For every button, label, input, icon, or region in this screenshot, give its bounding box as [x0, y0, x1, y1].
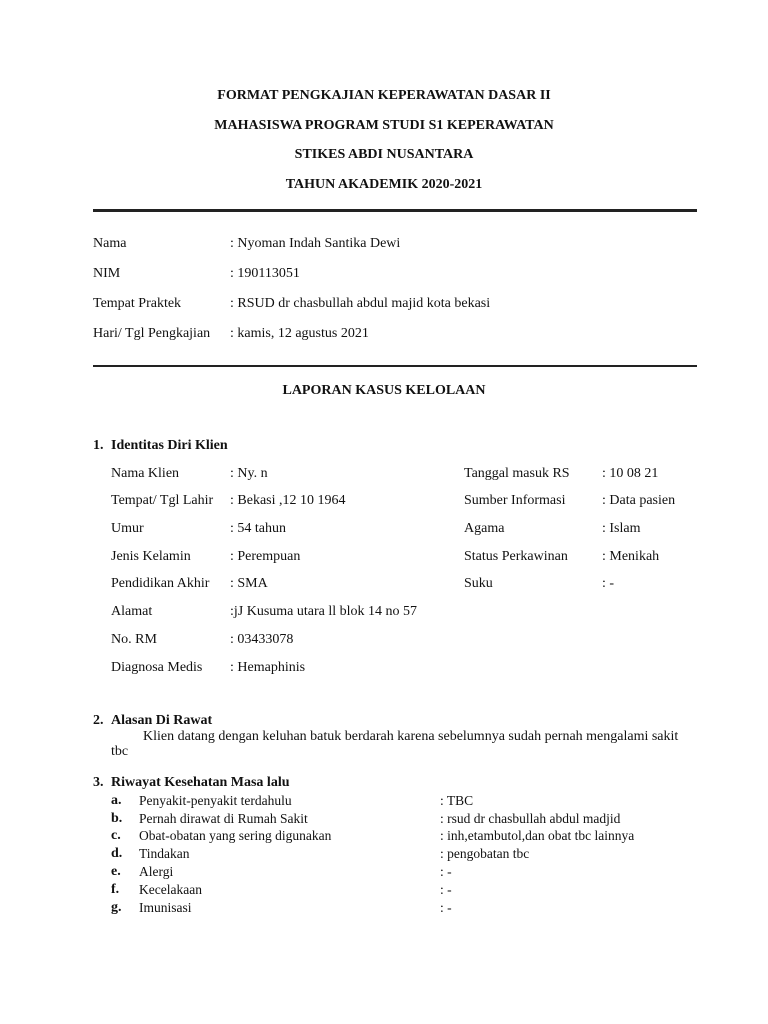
history-label-c: Obat-obatan yang sering digunakan	[139, 828, 332, 843]
history-letter-b: b.	[111, 811, 123, 826]
history-label-f: Kecelakaan	[139, 882, 202, 897]
history-value-f: : -	[440, 882, 452, 897]
history-value-c: : inh,etambutol,dan obat tbc lainnya	[440, 828, 635, 843]
section-2-number: 2.	[93, 713, 104, 728]
education-value: : SMA	[230, 576, 268, 591]
admission-date-value: : 10 08 21	[602, 466, 659, 481]
history-value-b: : rsud dr chasbullah abdul madjid	[440, 811, 621, 826]
info-source-value: : Data pasien	[602, 493, 676, 508]
section-3-number: 3.	[93, 775, 104, 790]
marital-status-value: : Menikah	[602, 549, 660, 564]
report-title: LAPORAN KASUS KELOLAAN	[282, 383, 486, 398]
practice-place-label: Tempat Praktek	[93, 296, 182, 311]
header-divider	[93, 209, 697, 212]
practice-place-value: : RSUD dr chasbullah abdul majid kota bekasi	[230, 296, 491, 311]
ethnicity-value: : -	[602, 576, 615, 591]
history-letter-g: g.	[111, 900, 122, 915]
gender-value: : Perempuan	[230, 549, 301, 564]
info-divider	[93, 365, 697, 367]
client-name-value: : Ny. n	[230, 466, 268, 481]
header-line-4: TAHUN AKADEMIK 2020-2021	[285, 177, 483, 192]
section-3-title: Riwayat Kesehatan Masa lalu	[111, 775, 290, 790]
age-label: Umur	[111, 521, 144, 536]
history-letter-e: e.	[111, 864, 121, 879]
history-value-a: : TBC	[440, 793, 474, 808]
diagnosis-label: Diagnosa Medis	[111, 660, 203, 675]
admission-date-label: Tanggal masuk RS	[464, 466, 570, 481]
header-line-2: MAHASISWA PROGRAM STUDI S1 KEPERAWATAN	[214, 118, 554, 133]
birth-value: : Bekasi ,12 10 1964	[230, 493, 346, 508]
religion-label: Agama	[464, 521, 505, 536]
student-name-value: : Nyoman Indah Santika Dewi	[230, 236, 401, 251]
rm-number-value: : 03433078	[230, 632, 294, 647]
assessment-date-label: Hari/ Tgl Pengkajian	[93, 326, 211, 341]
section-2-text: Klien datang dengan keluhan batuk berdarah karena sebelumnya sudah pernah mengalami sakit	[143, 729, 679, 744]
history-label-e: Alergi	[139, 864, 174, 879]
gender-label: Jenis Kelamin	[111, 549, 191, 564]
history-label-b: Pernah dirawat di Rumah Sakit	[139, 811, 308, 826]
history-value-g: : -	[440, 900, 452, 915]
history-letter-f: f.	[111, 882, 120, 897]
history-label-a: Penyakit-penyakit terdahulu	[139, 793, 292, 808]
marital-status-label: Status Perkawinan	[464, 549, 568, 564]
history-label-d: Tindakan	[139, 846, 190, 861]
history-letter-a: a.	[111, 793, 122, 808]
client-name-label: Nama Klien	[111, 466, 180, 481]
history-value-d: : pengobatan tbc	[440, 846, 530, 861]
history-label-g: Imunisasi	[139, 900, 192, 915]
address-value: :jJ Kusuma utara ll blok 14 no 57	[230, 604, 418, 619]
education-label: Pendidikan Akhir	[111, 576, 210, 591]
rm-number-label: No. RM	[111, 632, 157, 647]
birth-label: Tempat/ Tgl Lahir	[111, 493, 214, 508]
history-letter-c: c.	[111, 828, 121, 843]
section-2-text-cont: tbc	[111, 744, 129, 759]
section-2-title: Alasan Di Rawat	[111, 713, 213, 728]
history-letter-d: d.	[111, 846, 123, 861]
ethnicity-label: Suku	[464, 576, 493, 591]
religion-value: : Islam	[602, 521, 641, 536]
section-1-title: Identitas Diri Klien	[111, 438, 228, 453]
header-line-1: FORMAT PENGKAJIAN KEPERAWATAN DASAR II	[217, 88, 551, 103]
student-nim-value: : 190113051	[230, 266, 300, 281]
assessment-date-value: : kamis, 12 agustus 2021	[230, 326, 369, 341]
age-value: : 54 tahun	[230, 521, 286, 536]
student-nim-label: NIM	[93, 266, 121, 281]
history-value-e: : -	[440, 864, 452, 879]
diagnosis-value: : Hemaphinis	[230, 660, 306, 675]
student-name-label: Nama	[93, 236, 127, 251]
section-1-number: 1.	[93, 438, 104, 453]
header-line-3: STIKES ABDI NUSANTARA	[294, 147, 474, 162]
info-source-label: Sumber Informasi	[464, 493, 566, 508]
address-label: Alamat	[111, 604, 153, 619]
